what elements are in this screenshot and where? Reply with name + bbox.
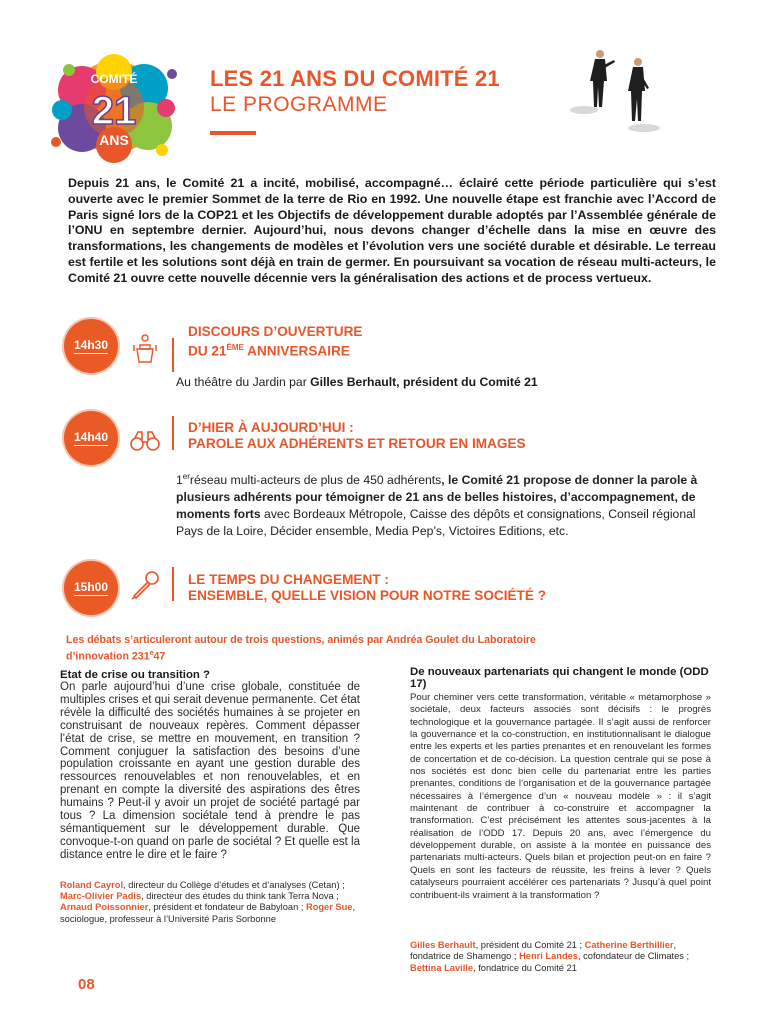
session-title-sup: ÈME xyxy=(226,343,244,352)
right-column-body: Pour cheminer vers cette transformation, véritable « métamorphose » sociétale, deux facteurs associés sont décisifs : le progrès technologique et la gouvernance partagée. Il s’agit aussi de renforcer la gouvernance et la co-construction, en institutionnalisant le dialogue entre les experts et les parties prenantes et en renouvelant les formes de concertation et de co-décision. La question centrale qui se pose à nos sociétés est donc bien celle du partenariat entre les parties prenantes, conditions de l’organisation et de la gouvernance partagée nécessaires à l’émergence d’un « nouveau modèle » : il s’agit maintenant de contribuer à co-construire et accompagner la transformation. C’est précisément les attentes sous-jacentes à la réalisation de l’ODD 17. Depuis 20 ans, avec l’émergence du développement durable, on assiste à la montée en puissance des partenariats multi-acteurs. Quels bilan et projection peut-on en faire ? Quels en sont les facteurs de réussite, les freins à lever ? Quels catalyseurs pourraient accélérer ces partenariats ? Jusqu’à quel point contribuent-ils vraiment à la transformation ? xyxy=(410,692,711,901)
debate-intro-sup: e xyxy=(149,650,154,657)
session-title-line1: DISCOURS D’OUVERTURE xyxy=(188,324,363,339)
right-column-credits xyxy=(410,940,710,974)
speaker-role: , président du Comité 21 ; xyxy=(475,940,585,950)
time-label: 14h40 xyxy=(73,430,109,444)
session-title-post: ANNIVERSAIRE xyxy=(243,343,350,359)
comite21-logo xyxy=(44,50,184,165)
left-column-title: Etat de crise ou transition ? xyxy=(60,669,211,681)
microphone-icon xyxy=(128,570,162,600)
session-divider xyxy=(172,416,174,450)
speaker-name: Bettina Laville xyxy=(410,962,474,973)
speaker-name: Roland Cayrol xyxy=(60,880,124,890)
debate-intro-line2-post: 47 xyxy=(153,650,166,663)
page-number: 08 xyxy=(78,976,95,993)
left-column xyxy=(60,669,360,862)
podium-icon xyxy=(128,333,162,363)
left-column-body: On parle aujourd’hui d’une crise globale, constituée de multiples crises et qui serait devenue permanente. Cet état révèle la difficulté des sociétés humaines à se projeter en construisant de nouveaux repères. Comment dépasser l’état de crise, se mettre en mouvement, en transition ? Comment conjuguer la satisfaction des besoins d’une population croissante en ayant une gestion durable des ressources renouvelables et non renouvelables, et en prenant en compte la diversité des aspirations des êtres humains ? Peut-il y avoir un projet de société partagé par tous ? La dimension sociétale tend à prendre le pas sémantiquement sur le développement durable. Que convoque-t-on quand on parle de sociétal ? Et quelle est la distance entre le dire et le faire ? xyxy=(60,681,360,861)
session-title-line2 xyxy=(188,340,362,360)
right-column-title: De nouveaux partenariats qui changent le monde (ODD 17) xyxy=(410,666,709,690)
session-title xyxy=(188,572,546,604)
binoculars-icon xyxy=(128,425,162,455)
speaker-name: Roger Sue xyxy=(305,902,353,913)
logo-top-text: COMITÉ xyxy=(90,72,138,86)
time-label: 15h00 xyxy=(73,580,109,594)
session-title-line1: D’HIER À AUJOURD’HUI : xyxy=(188,420,354,435)
right-column xyxy=(410,666,711,902)
session-title-line2: PAROLE AUX ADHÉRENTS ET RETOUR EN IMAGES xyxy=(188,436,526,451)
session-title-line2: ENSEMBLE, QUELLE VISION POUR NOTRE SOCIÉTÉ ? xyxy=(188,588,547,603)
session-title-line1: LE TEMPS DU CHANGEMENT : xyxy=(188,572,389,587)
speaker-name: Marc-Olivier Padis xyxy=(60,891,142,902)
session-divider xyxy=(172,567,174,601)
session-text-plain: réseau multi-acteurs de plus de 450 adhérents xyxy=(189,473,442,488)
debate-intro-line1: Les débats s’articuleront autour de trois questions, animés par Andréa Goulet du Laboratoire xyxy=(66,634,536,646)
speaker-role: , fondatrice de Shamengo ; xyxy=(410,940,677,962)
speaker-role: , président et fondateur de Babyloan ; xyxy=(148,902,306,913)
session-title xyxy=(188,324,362,360)
session-text-bold: Gilles Berhault, président du Comité 21 xyxy=(310,375,538,389)
speaker-name: Gilles Berhault xyxy=(410,940,476,950)
session-divider xyxy=(172,338,174,372)
page-subtitle: LE PROGRAMME xyxy=(210,93,388,116)
speaker-role: , sociologue, professeur à l’Université Paris Sorbonne xyxy=(60,902,356,924)
speaker-name: Catherine Berthillier xyxy=(584,940,674,950)
page-title: LES 21 ANS DU COMITÉ 21 xyxy=(210,66,500,91)
session-title xyxy=(188,420,526,452)
time-badge-1430 xyxy=(64,319,118,373)
speaker-role: , cofondateur de Climates ; xyxy=(577,951,690,962)
time-badge-1500 xyxy=(64,561,118,615)
session-text-sup: er xyxy=(182,472,190,481)
session-title-pre: DU 21 xyxy=(188,343,227,359)
businessmen-illustration xyxy=(566,46,678,136)
session-text-num: 1 xyxy=(176,473,183,488)
title-underline xyxy=(210,131,256,135)
intro-paragraph: Depuis 21 ans, le Comité 21 a incité, mobilisé, accompagné… éclairé cette période particulière qui s’est ouverte avec le premier Sommet de la terre de Rio en 1992. Une nouvelle étape est franchie avec l’Accord de Paris signé lors de la COP21 et les Objectifs de développement durable adoptés par l’Assemblée générale de l’ONU en septembre dernier. Aujourd’hui, nous devons changer d’échelle dans la mise en œuvre des transformations, les changements de modèles et l’évolution vers une société durable et désirable. Le terreau est fertile et les solutions sont déjà en train de germer. En poursuivant sa vocation de réseau multi-acteurs, le Comité 21 ouvre cette nouvelle décennie vers la généralisation des actions et de process vertueux. xyxy=(68,176,716,285)
time-label: 14h30 xyxy=(73,338,109,352)
logo-number: 21 xyxy=(91,89,137,133)
session-text-bold: , le Comité 21 propose de donner la parole à plusieurs adhérents pour témoigner de 21 ans de belles histoires, d’accompagnement, de moments forts xyxy=(176,473,698,522)
speaker-role: , fondatrice du Comité 21 xyxy=(473,962,577,973)
speaker-name: Henri Landes xyxy=(519,951,578,962)
session-description xyxy=(176,468,716,540)
speaker-role: , directeur des études du think tank Terra Nova ; xyxy=(141,891,339,902)
debate-intro-line2-pre: d’innovation 231 xyxy=(66,650,150,663)
debate-intro xyxy=(66,634,586,664)
speaker-role: , directeur du Collège d’études et d’analyses (Cetan) ; xyxy=(123,880,345,890)
session-text-plain: Au théâtre du Jardin par xyxy=(176,375,311,389)
speaker-name: Arnaud Poissonnier xyxy=(60,902,149,913)
logo-bottom-text: ANS xyxy=(99,132,129,148)
session-description xyxy=(176,375,538,389)
time-badge-1440 xyxy=(64,411,118,465)
left-column-credits xyxy=(60,880,360,925)
session-text-plain: avec Bordeaux Métropole, Caisse des dépôts et consignations, Conseil régional Pays de la Loire, Décider ensemble, Media Pep’s, Victoires Editions, etc. xyxy=(176,507,696,539)
